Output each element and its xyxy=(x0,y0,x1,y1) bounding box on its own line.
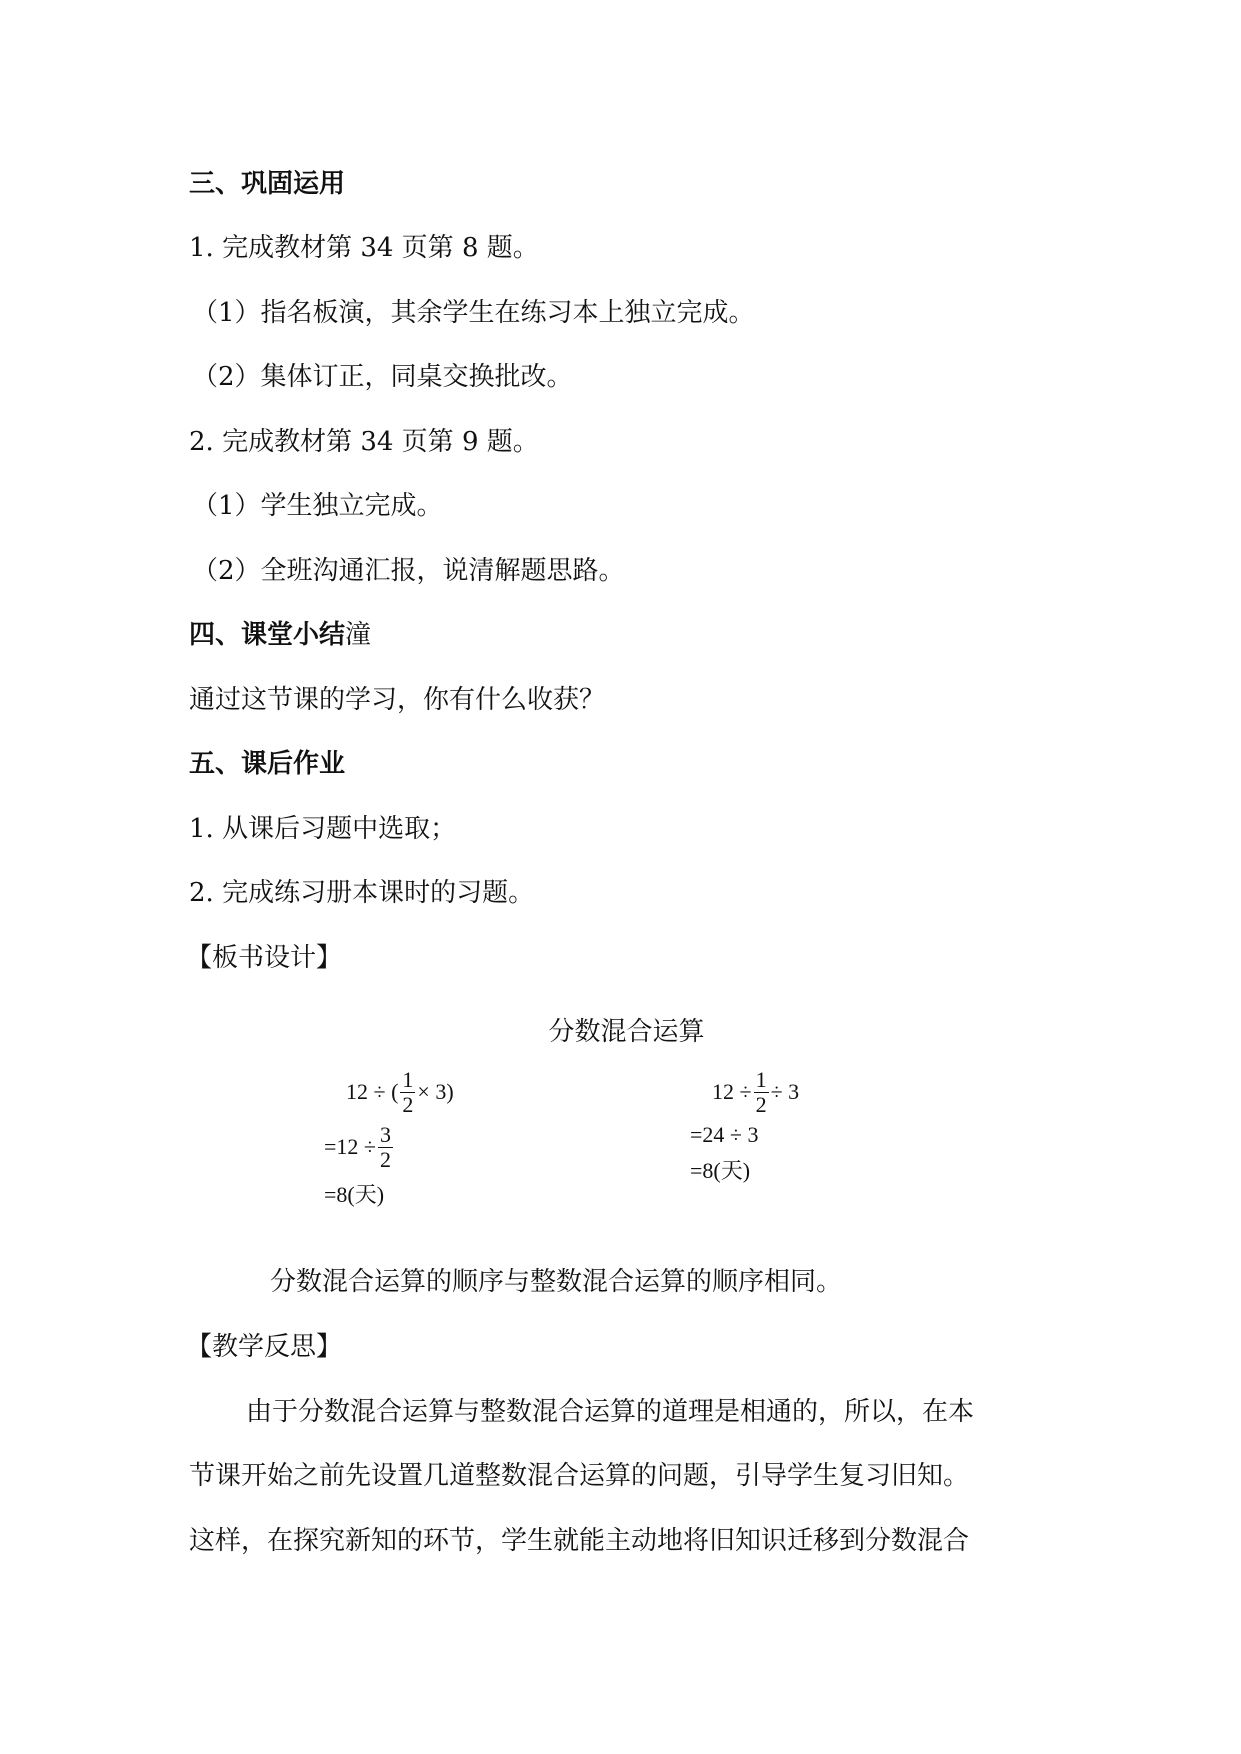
reflection-line-2: 节课开始之前先设置几道整数混合运算的问题，引导学生复习旧知。 xyxy=(189,1461,970,1491)
left-line2-fraction xyxy=(378,1123,393,1172)
board-left-expression xyxy=(324,1066,454,1210)
right-line1-suffix: ÷ 3 xyxy=(770,1079,800,1104)
reflection-line-3: 这样，在探究新知的环节，学生就能主动地将旧知识迁移到分数混合 xyxy=(189,1526,970,1556)
left-line2-frac-num: 3 xyxy=(379,1121,391,1147)
section-5-item-1: 1. 从课后习题中选取； xyxy=(189,814,457,844)
section-3-item-1-sub-1: （1）指名板演，其余学生在练习本上独立完成。 xyxy=(192,298,755,328)
left-line1-frac-num: 1 xyxy=(402,1066,414,1092)
section-3-item-1: 1. 完成教材第 34 页第 8 题。 xyxy=(189,233,539,263)
reflection-heading: 【教学反思】 xyxy=(186,1332,343,1362)
left-line2-frac-den: 2 xyxy=(379,1146,391,1172)
section-3-item-2-sub-1: （1）学生独立完成。 xyxy=(192,491,443,521)
reflection-line-1: 由于分数混合运算与整数混合运算的道理是相通的，所以，在本 xyxy=(246,1397,975,1427)
right-line3: =8(天) xyxy=(690,1157,751,1183)
left-line2-prefix: =12 ÷ xyxy=(324,1134,376,1159)
section-4-heading-tail: 潼 xyxy=(345,620,372,650)
section-3-heading: 三、巩固运用 xyxy=(189,169,346,199)
right-line1-prefix: 12 ÷ xyxy=(712,1079,752,1104)
left-line1-fraction xyxy=(400,1068,415,1117)
left-line1-frac-den: 2 xyxy=(402,1091,414,1117)
board-right-expression xyxy=(690,1066,800,1186)
left-line3: =8(天) xyxy=(324,1181,385,1207)
board-conclusion: 分数混合运算的顺序与整数混合运算的顺序相同。 xyxy=(270,1267,843,1297)
right-line1-frac-num: 1 xyxy=(755,1066,767,1092)
section-4-text: 通过这节课的学习，你有什么收获？ xyxy=(189,685,606,715)
section-3-item-2: 2. 完成教材第 34 页第 9 题。 xyxy=(189,427,539,457)
board-title: 分数混合运算 xyxy=(548,1017,705,1047)
right-line2: =24 ÷ 3 xyxy=(690,1122,759,1147)
left-line1-prefix: 12 ÷ ( xyxy=(346,1079,399,1104)
right-line1-fraction xyxy=(754,1068,769,1117)
section-3-item-2-sub-2: （2）全班沟通汇报，说清解题思路。 xyxy=(192,556,625,586)
board-heading: 【板书设计】 xyxy=(186,943,343,973)
section-3-item-1-sub-2: （2）集体订正，同桌交换批改。 xyxy=(192,362,573,392)
section-5-heading: 五、课后作业 xyxy=(189,749,346,779)
section-4-heading-text: 四、课堂小结 xyxy=(189,620,346,650)
right-line1-frac-den: 2 xyxy=(755,1091,767,1117)
left-line1-suffix: × 3) xyxy=(417,1079,454,1104)
section-4-heading xyxy=(189,617,371,653)
section-5-item-2: 2. 完成练习册本课时的习题。 xyxy=(189,878,535,908)
